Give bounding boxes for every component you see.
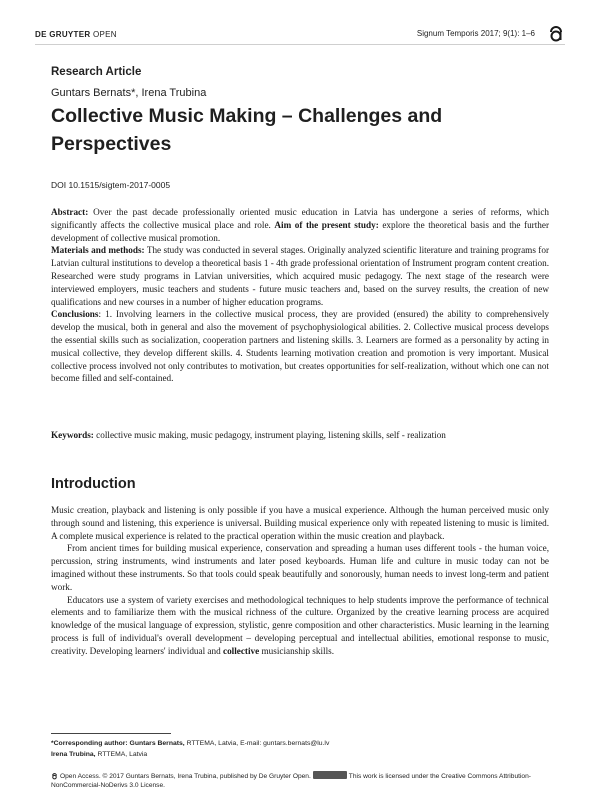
keywords — [51, 429, 549, 442]
methods-label: Materials and methods: — [51, 245, 145, 256]
author-list: Guntars Bernats*, Irena Trubina — [51, 87, 207, 99]
second-author-label: Irena Trubina, — [51, 751, 96, 758]
abstract-intro: Over the past decade professionally oriented music education in Latvia has undergone a series of reforms, which significantly affects the collective musical place and role. — [51, 207, 549, 230]
paragraph: Music creation, playback and listening is only possible if you have a musical experience. Although the human perceived music only through sound and listening, this experience is universal. Building musical experience only with repeated listening to music is limited. A complete musical experience is related to the practical operation within the music creation and playback. — [51, 505, 549, 541]
second-author-affiliation: RTTEMA, Latvia — [97, 751, 148, 758]
footnote-divider — [51, 733, 171, 734]
open-access-icon — [51, 772, 58, 780]
paragraph-text: musicianship skills. — [261, 645, 334, 656]
doi: DOI 10.1515/sigtem-2017-0005 — [51, 180, 171, 190]
conclusions-label: Conclusions — [51, 309, 99, 320]
creative-commons-badge-icon — [313, 771, 347, 779]
paragraph-text: Educators use a system of variety exercises and methodological techniques to help students improve the performance of technical elements and to familiarize them with the musical richness of the culture. Organized by the creative learning process are acquired knowledge of the musical language of expression, stylistic, genre composition and other characteristics. Music learning in the learning process is full of individual's overall development – developing perceptual and intellectual abilities, emotional response to music, creativity. Developing learners' individual and — [51, 594, 549, 656]
license-statement — [51, 771, 549, 790]
keywords-text: collective music making, music pedagogy, instrument playing, listening skills, self - realization — [96, 430, 446, 440]
corresponding-author-affiliation: RTTEMA, Latvia, E-mail: guntars.bernats@lu.lv — [186, 740, 330, 747]
article-title: Collective Music Making – Challenges and Perspectives — [51, 105, 443, 155]
abstract — [51, 206, 549, 385]
keywords-label: Keywords: — [51, 430, 94, 440]
publisher-rest: OPEN — [92, 30, 117, 39]
running-header — [35, 27, 565, 45]
introduction-body — [51, 504, 549, 658]
open-access-logo-icon — [547, 23, 565, 43]
abstract-methods: The study was conducted in several stages. Originally analyzed scientific literature and training programs for Latvian cultural institutions to develop a theoretical basis 1 - 4th grade professional orientation of Instrument program content creation. Researched were study programs in Latvian universities, which acquired music pedagogy. The next stage of the research were interviewed employers, music teachers and students - future music teachers and, based on the survey results, the creation of new qualifications and new courses in a number of higher education programs. — [51, 245, 550, 307]
abstract-aim: explore the theoretical basis and the further development of collective musical promotion. — [51, 219, 550, 243]
corresponding-author-label: *Corresponding author: Guntars Bernats, — [51, 740, 185, 747]
publisher-name — [35, 30, 117, 39]
emphasis: collective — [223, 645, 260, 656]
article-type: Research Article — [51, 66, 142, 78]
section-heading-introduction: Introduction — [51, 476, 136, 492]
journal-citation: Signum Temporis 2017; 9(1): 1–6 — [416, 29, 535, 38]
corresponding-author — [51, 738, 549, 749]
license-text-a: Open Access. © 2017 Guntars Bernats, Irena Trubina, published by De Gruyter Open. — [60, 773, 311, 780]
aim-label: Aim of the present study: — [274, 219, 379, 230]
publisher-bold: DE GRUYTER — [35, 30, 91, 39]
paragraph — [51, 594, 549, 658]
abstract-conclusions: : 1. Involving learners in the collective musical process, they are provided (ensured) the ability to comprehensively develop the musical, both in general and also the movement of psychophysiological abilities. 2. Collective musical process develops the essential skills such as socialization, cooperation partners and listening skills. 3. Learners are formed as a personality by acting in musical collective, they develop different skills. 4. Students learning motivation creation and promotion is very important. Musical collective process involved not only contributes to motivation, but creates opportunities for self-realization, without which one can not become filled and self-contained. — [51, 309, 549, 384]
paragraph: From ancient times for building musical experience, conservation and spreading a human uses different tools - the human voice, percussion, string instruments, wind instruments and later posed keyboards. Human life and culture in music today can not be imagined without these instruments. So that tools could speak beautifully and sonorously, human needs to invest long-term and patient work. — [51, 543, 549, 592]
license-text-b: This work is licensed under the Creative Commons Attribution-NonCommercial-NoDerivs 3.0 License. — [51, 773, 531, 789]
second-author — [51, 749, 549, 760]
abstract-label: Abstract: — [51, 207, 89, 217]
author-footnote — [51, 738, 549, 760]
